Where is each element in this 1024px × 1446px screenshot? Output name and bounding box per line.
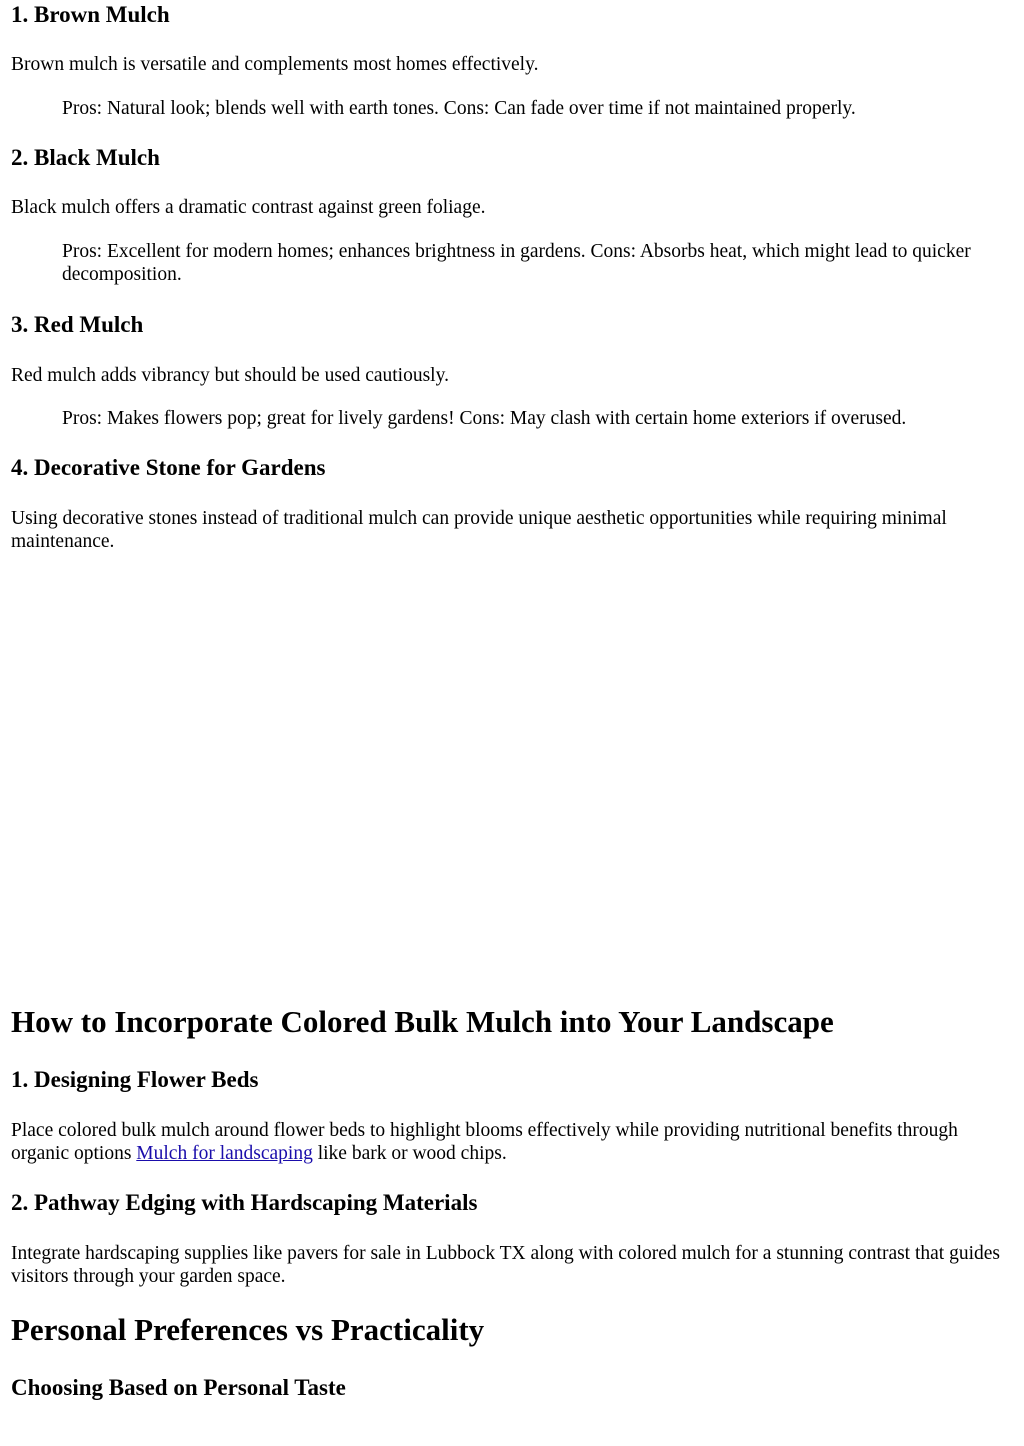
flower-beds-heading: 1. Designing Flower Beds: [11, 1067, 259, 1092]
decorative-stone-heading: 4. Decorative Stone for Gardens: [11, 455, 326, 480]
brown-mulch-text: Brown mulch is versatile and complements most homes effectively.: [11, 54, 539, 75]
pathway-edging-heading: 2. Pathway Edging with Hardscaping Materials: [11, 1190, 478, 1215]
flower-beds-text-after: like bark or wood chips.: [312, 1143, 507, 1164]
pathway-edging-text: Integrate hardscaping supplies like pavers for sale in Lubbock TX along with colored mulch for a stunning contrast that guides visitors through your garden space.: [11, 1243, 1001, 1287]
black-mulch-proscons: Pros: Excellent for modern homes; enhances brightness in gardens. Cons: Absorbs heat, which might lead to quicker decomposition.: [62, 241, 971, 285]
red-mulch-heading: 3. Red Mulch: [11, 312, 144, 337]
preferences-title: Personal Preferences vs Practicality: [11, 1312, 485, 1347]
flower-beds-text-before: Place colored bulk mulch around flower beds to highlight blooms effectively while providing nutritional benefits through organic options: [11, 1120, 958, 1164]
red-mulch-proscons: Pros: Makes flowers pop; great for lively gardens! Cons: May clash with certain home exteriors if overused.: [62, 408, 907, 429]
brown-mulch-heading: 1. Brown Mulch: [11, 2, 170, 27]
black-mulch-heading: 2. Black Mulch: [11, 145, 160, 170]
brown-mulch-proscons: Pros: Natural look; blends well with earth tones. Cons: Can fade over time if not maintained properly.: [62, 98, 856, 119]
decorative-stone-text: Using decorative stones instead of traditional mulch can provide unique aesthetic opportunities while requiring minimal maintenance.: [11, 508, 947, 552]
personal-taste-heading: Choosing Based on Personal Taste: [11, 1375, 346, 1400]
mulch-for-landscaping-link[interactable]: Mulch for landscaping: [136, 1143, 313, 1164]
flower-beds-text: [11, 1119, 1016, 1165]
incorporate-title: How to Incorporate Colored Bulk Mulch into Your Landscape: [11, 1004, 834, 1039]
red-mulch-text: Red mulch adds vibrancy but should be used cautiously.: [11, 365, 449, 386]
black-mulch-text: Black mulch offers a dramatic contrast against green foliage.: [11, 197, 486, 218]
